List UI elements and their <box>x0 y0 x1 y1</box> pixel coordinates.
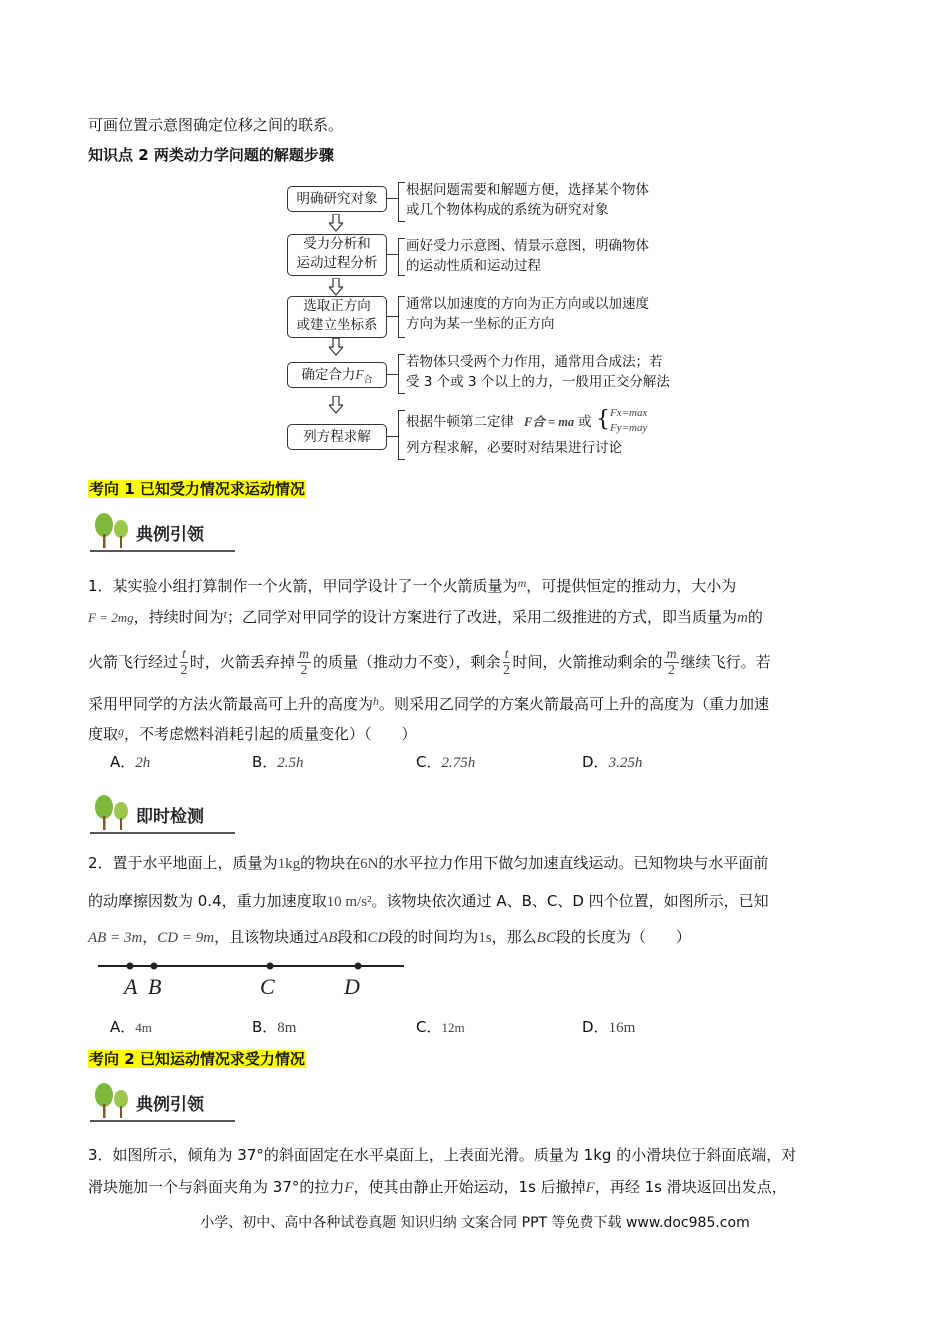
q1-line-2: F = 2mg，持续时间为$^t$；乙同学对甲同学的设计方案进行了改进，采用二级推进的方式，即当质量为m的 <box>88 607 763 626</box>
flow-down-arrow-icon <box>329 214 343 232</box>
flow-step-3-desc: 通常以加速度的方向为正方向或以加速度 方向为某一坐标的正方向 <box>406 296 649 332</box>
q1-option-a[interactable]: A．2h <box>110 753 151 771</box>
flow-step-5-desc: 根据牛顿第二定律 F合 = ma 或 { Fx=max Fy=may 列方程求解，必要时对结果进行讨论 <box>406 407 648 456</box>
fraction-m-over-2: $\frac{m}{2}$ <box>298 647 310 678</box>
tree-icon <box>92 512 132 550</box>
flow-step-5-box: 列方程求解 <box>287 424 387 450</box>
flow-down-arrow-icon <box>329 338 343 356</box>
flow-step-1-desc: 根据问题需要和解题方便，选择某个物体 或几个物体构成的系统为研究对象 <box>406 182 649 218</box>
flow-step-2-desc: 画好受力示意图、情景示意图，明确物体 的运动性质和运动过程 <box>406 238 649 274</box>
q2-option-c[interactable]: C．12m <box>416 1018 465 1036</box>
q2-line-3: AB = 3m，CD = 9m，且该物块通过AB段和CD段的时间均为1s，那么BC段的长度为（ ） <box>88 928 691 946</box>
q2-option-d[interactable]: D．16m <box>582 1018 636 1036</box>
badge-example: 典例引领 <box>90 512 235 552</box>
fraction-t-over-2: $\frac{t}{2}$ <box>180 647 188 678</box>
flow-arrow-right-icon <box>386 254 398 255</box>
flow-step-4-desc: 若物体只受两个力作用，通常用合成法；若 受 3 个或 3 个以上的力，一般用正交分解法 <box>406 354 670 390</box>
point-a-marker <box>127 963 134 970</box>
knowledge-title: 知识点 2 两类动力学问题的解题步骤 <box>88 146 334 164</box>
q1-line-3: 火箭飞行经过 $\frac{t}{2}$ 时，火箭丢弃掉 $\frac{m}{2}$ 的质量（推动力不变），剩余 $\frac{t}{2}$ 时间，火箭推动剩余的 $\frac{m}{2}$ 继续飞行。若 <box>88 647 771 678</box>
flow-bracket <box>398 296 405 338</box>
flow-bracket <box>398 410 405 460</box>
point-b-label: B <box>148 974 162 999</box>
point-d-marker <box>355 963 362 970</box>
flow-arrow-right-icon <box>386 198 398 199</box>
flow-arrow-right-icon <box>386 374 398 375</box>
tree-icon <box>92 1082 132 1120</box>
flow-step-3-box: 选取正方向 或建立坐标系 <box>287 296 387 338</box>
q1-option-d[interactable]: D．3.25h <box>582 753 643 771</box>
q3-line-1: 3．如图所示，倾角为 37°的斜面固定在水平桌面上，上表面光滑。质量为 1kg 的小滑块位于斜面底端，对 <box>88 1146 797 1164</box>
q2-line-1: 2．置于水平地面上，质量为1kg的物块在6N的水平拉力作用下做匀加速直线运动。已知物块与水平面前 <box>88 854 769 872</box>
flow-arrow-right-icon <box>386 316 398 317</box>
flow-bracket <box>398 238 405 276</box>
tree-icon <box>92 794 132 832</box>
q3-line-2: 滑块施加一个与斜面夹角为 37°的拉力F，使其由静止开始运动，1s 后撤掉F，再经 1s 滑块返回出发点， <box>88 1178 787 1196</box>
point-d-label: D <box>344 974 360 999</box>
badge-check: 即时检测 <box>90 794 235 834</box>
q1-line-1: 1．某实验小组打算制作一个火箭，甲同学设计了一个火箭质量为$^m$，可提供恒定的推动力，大小为 <box>88 576 737 595</box>
fraction-t-over-2: $\frac{t}{2}$ <box>503 647 510 678</box>
q1-line-4: 采用甲同学的方法火箭最高可上升的高度为$^h$。则采用乙同学的方案火箭最高可上升的高度为（重力加速 <box>88 694 770 713</box>
intro-line: 可画位置示意图确定位移之间的联系。 <box>88 116 344 134</box>
flow-down-arrow-icon <box>329 278 343 296</box>
point-a-label: A <box>124 974 138 999</box>
q2-option-b[interactable]: B．8m <box>252 1018 297 1036</box>
position-line-diagram <box>96 956 408 1002</box>
q1-line-5: 度取$^g$，不考虑燃料消耗引起的质量变化）（ ） <box>88 724 417 743</box>
flow-arrow-right-icon <box>386 436 398 437</box>
point-b-marker <box>151 963 158 970</box>
point-c-marker <box>267 963 274 970</box>
section-1-title: 考向 1 已知受力情况求运动情况 <box>89 480 305 498</box>
flow-bracket <box>398 354 405 394</box>
q1-option-b[interactable]: B．2.5h <box>252 753 304 771</box>
flow-bracket <box>398 182 405 222</box>
fraction-m-over-2: $\frac{m}{2}$ <box>666 647 677 678</box>
point-c-label: C <box>260 974 275 999</box>
q2-line-2: 的动摩擦因数为 0.4，重力加速度取10 m/s²。该物块依次通过 A、B、C、D 四个位置，如图所示，已知 <box>88 892 769 910</box>
flow-step-1-box: 明确研究对象 <box>287 186 387 212</box>
badge-example-2: 典例引领 <box>90 1082 235 1122</box>
flow-down-arrow-icon <box>329 396 343 414</box>
q1-option-c[interactable]: C．2.75h <box>416 753 476 771</box>
page-footer: 小学、初中、高中各种试卷真题 知识归纳 文案合同 PPT 等免费下载 www.doc985.com <box>200 1215 750 1231</box>
flow-step-4-box: 确定合力$F_合$ <box>287 362 387 388</box>
brace-icon: { <box>596 407 610 432</box>
section-2-title: 考向 2 已知运动情况求受力情况 <box>89 1050 305 1068</box>
q2-option-a[interactable]: A．4m <box>110 1018 152 1036</box>
flow-step-2-box: 受力分析和 运动过程分析 <box>287 234 387 276</box>
